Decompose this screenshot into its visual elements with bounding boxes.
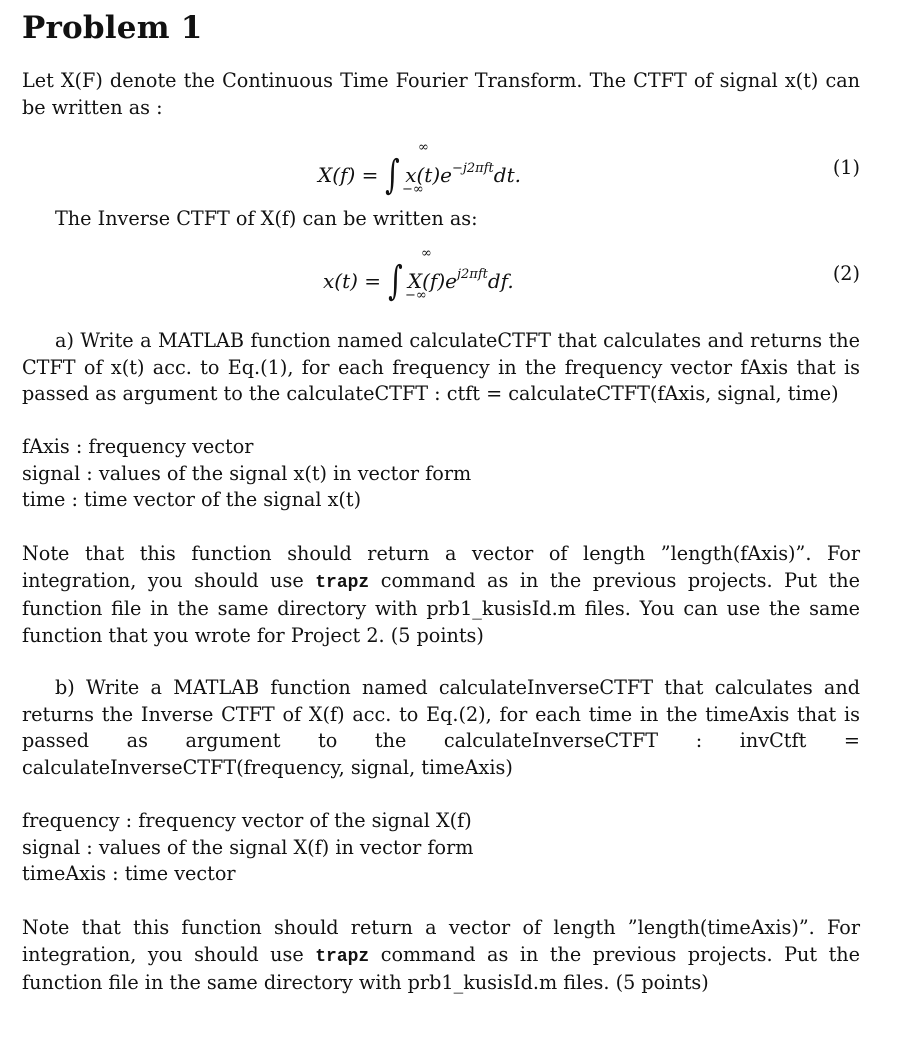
definition-item: signal : values of the signal X(f) in vector form	[22, 835, 474, 859]
definition-item: timeAxis : time vector	[22, 862, 236, 886]
equation-2-integrand: X(f)e	[407, 269, 457, 293]
definition-item: fAxis : frequency vector	[22, 435, 254, 458]
part-b-note-text-start: Note that this function should return a vector of length ”length(timeAxis)”. For integration, you should use	[22, 916, 860, 966]
equation-2-upper-limit: ∞	[421, 246, 432, 261]
definition-item: signal : values of the signal x(t) in vector form	[22, 461, 472, 485]
equation-2-differential: df.	[487, 269, 514, 293]
part-a-trapz-command: trapz	[315, 572, 370, 593]
equation-1-exponent: −j2πft	[451, 161, 494, 176]
equation-2-exponent: j2πft	[456, 267, 488, 282]
equation-2-number: (2)	[832, 262, 860, 285]
part-a-paragraph: a) Write a MATLAB function named calculateCTFT that calculates and returns the CTFT of x(t) acc. to Eq.(1), for each frequency in the frequency vector fAxis that is passed as argument to the calculateCTFT : ctft = calculateCTFT(fAxis, signal, time)	[22, 329, 860, 406]
equation-1-number: (1)	[832, 156, 860, 179]
equation-1-differential: dt.	[493, 163, 521, 187]
part-b-note	[22, 915, 860, 997]
equation-1-lower-limit: −∞	[402, 182, 424, 197]
definition-item: time : time vector of the signal x(t)	[22, 488, 362, 512]
part-b-definitions	[22, 808, 473, 888]
part-a-note-text-start: Note that this function should return a vector of length ”length(fAxis)”. For integration, you should use	[22, 542, 860, 592]
integral-symbol: ∫	[385, 152, 401, 198]
equation-1-lhs: X(f) =	[318, 163, 379, 187]
equation-1	[0, 140, 912, 200]
part-b-note-text-end: command as in the previous projects. Put the function file in the same directory with prb1_kusisId.m files. (5 points)	[22, 942, 860, 995]
equation-2-lower-limit: −∞	[405, 288, 427, 303]
inverse-intro-paragraph: The Inverse CTFT of X(f) can be written as:	[55, 207, 478, 230]
equation-2	[0, 246, 912, 306]
part-b-trapz-command: trapz	[315, 946, 370, 967]
part-b-paragraph: b) Write a MATLAB function named calculateInverseCTFT that calculates and returns the Inverse CTFT of X(f) acc. to Eq.(2), for each time in the timeAxis that is passed as argument to the calculateInverseCTFT : invCtft = calculateInverseCTFT(frequency, signal, timeAxis)	[22, 676, 860, 779]
problem-title: Problem 1	[22, 10, 203, 46]
integral-symbol: ∫	[388, 258, 403, 304]
part-a-note-text-end: command as in the previous projects. Put the function file in the same directory with prb1_kusisId.m files. You can use the same function that you wrote for Project 2. (5 points)	[22, 568, 860, 647]
part-a-note	[22, 541, 860, 649]
equation-1-upper-limit: ∞	[418, 140, 429, 155]
equation-2-lhs: x(t) =	[323, 269, 382, 293]
definition-item: frequency : frequency vector of the signal X(f)	[22, 809, 472, 832]
equation-1-integrand: x(t)e	[405, 163, 452, 187]
intro-paragraph: Let X(F) denote the Continuous Time Fourier Transform. The CTFT of signal x(t) can be written as :	[22, 69, 860, 119]
part-a-definitions	[22, 434, 471, 514]
